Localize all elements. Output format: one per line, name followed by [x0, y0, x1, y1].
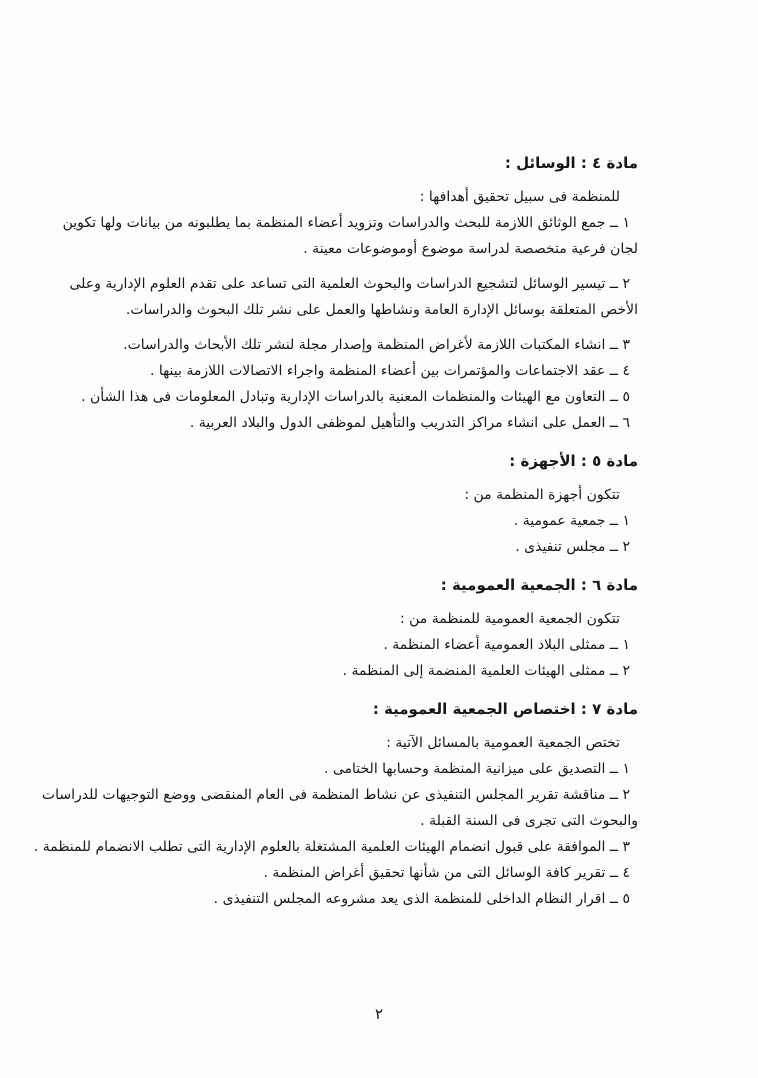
- article-section-6: [85, 572, 638, 684]
- article-line: تتكون الجمعية العمومية للمنظمة من :: [399, 611, 620, 627]
- article-line: ٤ ــ عقد الاجتماعات والمؤتمرات بين أعضاء المنظمة واجراء الاتصالات اللازمة بينها .: [149, 363, 630, 379]
- article-heading: مادة ٧ : اختصاص الجمعية العمومية :: [372, 700, 638, 718]
- article-line: ٢ ــ تيسير الوسائل لتشجيع الدراسات والبحوث العلمية التى تساعد على تقدم العلوم الإدارية وعلى: [69, 276, 630, 292]
- article-line: ١ ــ جمعية عمومية .: [513, 513, 630, 529]
- article-section-5: [85, 448, 638, 560]
- article-line: ٢ ــ ممثلى الهيئات العلمية المنضمة إلى المنظمة .: [342, 663, 630, 679]
- article-line: للمنظمة فى سبيل تحقيق أهدافها :: [419, 189, 620, 205]
- article-line: ٣ ــ انشاء المكتبات اللازمة لأغراض المنظمة وإصدار مجلة لنشر تلك الأبحاث والدراسات.: [123, 337, 630, 353]
- article-heading: مادة ٥ : الأجهزة :: [509, 452, 638, 470]
- article-line: الأخص المتعلقة بوسائل الإدارة العامة ونشاطها والعمل على نشر تلك البحوث والدراسات.: [125, 302, 638, 318]
- article-line: لجان فرعية متخصصة لدراسة موضوع أوموضوعات معينة .: [303, 241, 638, 257]
- page-number: ٢: [374, 1005, 384, 1023]
- article-line: ٣ ــ الموافقة على قبول انضمام الهيئات العلمية المشتغلة بالعلوم الإدارية التى تطلب الانضمام للمنظمة .: [33, 839, 630, 855]
- article-line: تتكون أجهزة المنظمة من :: [464, 487, 620, 503]
- article-line: ٥ ــ اقرار النظام الداخلى للمنظمة الذى يعد مشروعه المجلس التنفيذى .: [213, 891, 630, 907]
- article-line: ٢ ــ مناقشة تقرير المجلس التنفيذى عن نشاط المنظمة فى العام المنقضى ووضع التوجيهات للدراسات: [41, 787, 630, 803]
- document-body: [33, 150, 638, 912]
- article-line: ١ ــ ممثلى البلاد العمومية أعضاء المنظمة .: [383, 637, 630, 653]
- article-line: ١ ــ التصديق على ميزانية المنظمة وحسابها الختامى .: [323, 761, 630, 777]
- article-line: تختص الجمعية العمومية بالمسائل الآتية :: [386, 735, 620, 751]
- article-section-4: [62, 150, 638, 436]
- article-section-7: [33, 696, 638, 912]
- article-line: ٢ ــ مجلس تنفيذى .: [515, 539, 630, 555]
- article-heading: مادة ٤ : الوسائل :: [504, 154, 638, 172]
- article-line: ٦ ــ العمل على انشاء مراكز التدريب والتأهيل لموظفى الدول والبلاد العربية .: [189, 415, 630, 431]
- article-line: ١ ــ جمع الوثائق اللازمة للبحث والدراسات وتزويد أعضاء المنظمة بما يطلبونه من بيانات ولها تكوين: [62, 215, 630, 231]
- article-line: والبحوث التى تجرى فى السنة القبلة .: [420, 813, 638, 829]
- article-line: ٤ ــ تقرير كافة الوسائل التى من شأنها تحقيق أغراض المنظمة .: [263, 865, 630, 881]
- article-line: ٥ ــ التعاون مع الهيئات والمنظمات المعنية بالدراسات الإدارية وتبادل المعلومات فى هذا الشأن .: [81, 389, 630, 405]
- article-heading: مادة ٦ : الجمعية العمومية :: [440, 576, 638, 594]
